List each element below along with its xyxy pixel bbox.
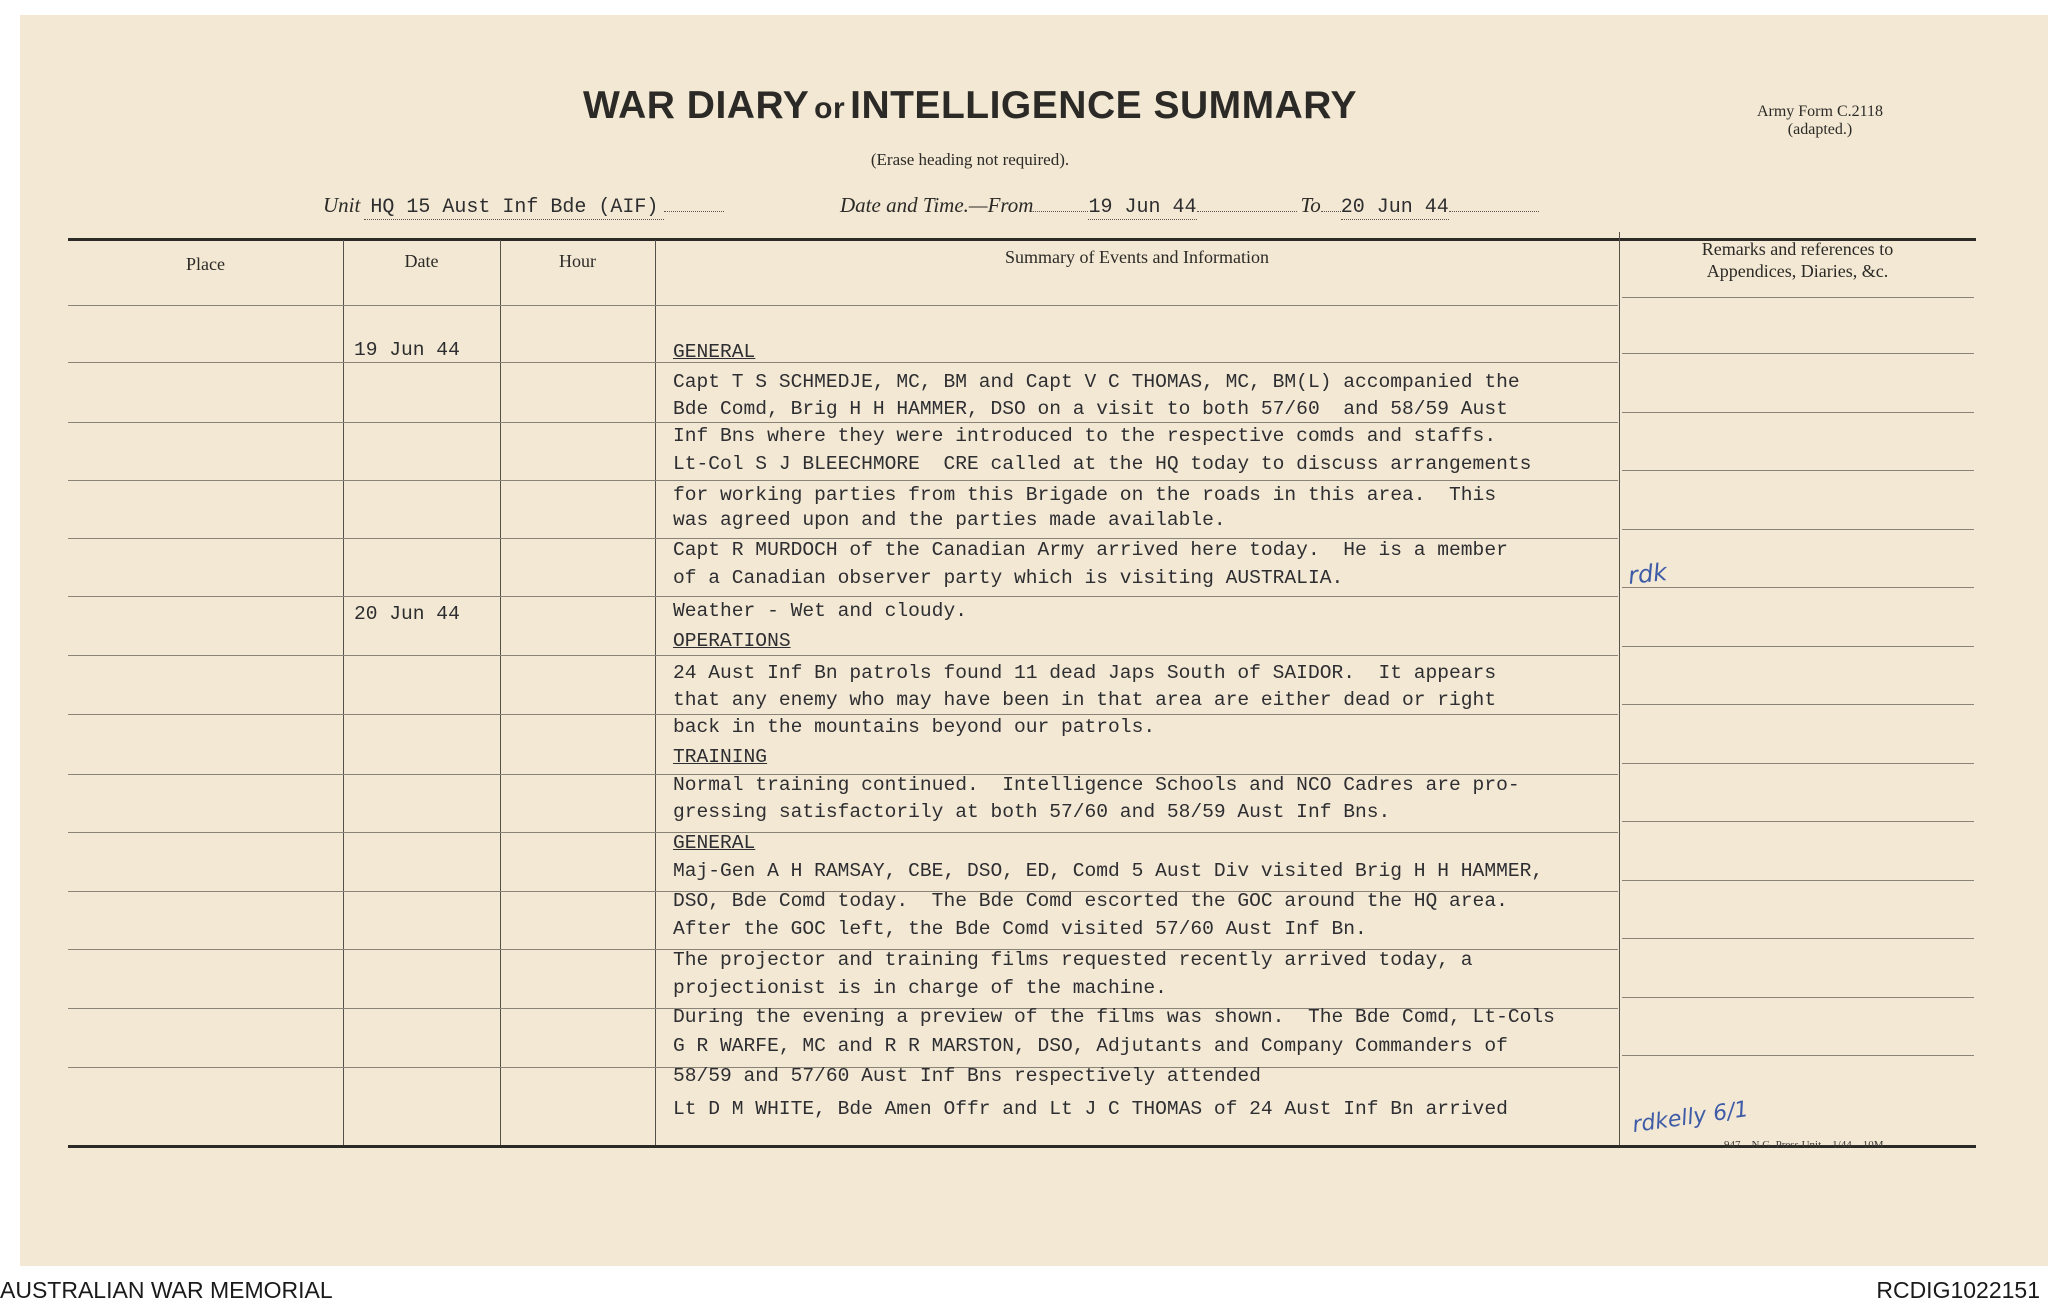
title-war-diary: WAR DIARY [582, 84, 810, 127]
remarks-header-line-1: Remarks and references to [1701, 239, 1894, 259]
rule [68, 596, 1618, 597]
rule [68, 422, 1618, 423]
footer-record-id: RCDIG1022151 [1876, 1277, 2040, 1303]
entry-line: for working parties from this Brigade on the roads in this area. This [673, 484, 1497, 506]
unit-value: HQ 15 Aust Inf Bde (AIF) [364, 196, 664, 220]
entry-line: Capt R MURDOCH of the Canadian Army arrived here today. He is a member [673, 539, 1508, 561]
rule [1622, 587, 1974, 588]
rule [1622, 763, 1974, 764]
col-header-summary: Summary of Events and Information [1005, 247, 1269, 267]
entry-line: Bde Comd, Brig H H HAMMER, DSO on a visit to both 57/60 and 58/59 Aust [673, 398, 1508, 420]
entry-line: Maj-Gen A H RAMSAY, CBE, DSO, ED, Comd 5 Aust Div visited Brig H H HAMMER, [673, 860, 1544, 882]
date-entry-1: 19 Jun 44 [354, 339, 460, 361]
entry-line: Inf Bns where they were introduced to the respective comds and staffs. [673, 425, 1497, 447]
title-intelligence-summary: INTELLIGENCE SUMMARY [850, 84, 1357, 127]
rule [1622, 646, 1974, 647]
entry-line: of a Canadian observer party which is visiting AUSTRALIA. [673, 567, 1344, 589]
rule [1622, 821, 1974, 822]
divider-date-hour [500, 240, 501, 1145]
entry-line: Normal training continued. Intelligence Schools and NCO Cadres are pro- [673, 774, 1520, 796]
rule [1622, 412, 1974, 413]
unit-label: Unit [323, 193, 361, 217]
form-ref-line-2: (adapted.) [1787, 121, 1853, 138]
entry-line: gressing satisfactorily at both 57/60 and 58/59 Aust Inf Bns. [673, 801, 1391, 823]
divider-place-date [343, 240, 344, 1145]
entry-line: 58/59 and 57/60 Aust Inf Bns respectively attended [673, 1065, 1261, 1087]
rule [68, 714, 1618, 715]
date-to-label: To [1300, 193, 1321, 217]
entry-line: Lt D M WHITE, Bde Amen Offr and Lt J C THOMAS of 24 Aust Inf Bn arrived [673, 1098, 1508, 1120]
entry-line: Lt-Col S J BLEECHMORE CRE called at the HQ today to discuss arrangements [673, 453, 1532, 475]
entry-heading-general: GENERAL [673, 832, 756, 854]
date-to-value: 20 Jun 44 [1340, 196, 1449, 219]
table-bottom-rule [68, 1145, 1976, 1148]
unit-field [323, 193, 724, 219]
rule [68, 655, 1618, 656]
entry-line: that any enemy who may have been in that area are either dead or right [673, 689, 1497, 711]
rule [1622, 529, 1974, 530]
handwritten-initials-2: rdkelly 6/1 [1630, 1096, 1751, 1139]
date-range-field [840, 193, 1539, 219]
footer-archive-name: AUSTRALIAN WAR MEMORIAL [0, 1277, 333, 1303]
rule [1622, 880, 1974, 881]
col-header-remarks [1619, 238, 1976, 282]
divider-hour-summary [655, 240, 656, 1145]
entry-line: back in the mountains beyond our patrols. [673, 716, 1156, 738]
col-header-hour: Hour [559, 251, 596, 271]
rule [1622, 353, 1974, 354]
rule [68, 305, 1618, 306]
entry-heading-operations: OPERATIONS [673, 630, 791, 652]
entry-line: G R WARFE, MC and R R MARSTON, DSO, Adjutants and Company Commanders of [673, 1035, 1508, 1057]
handwritten-initials-1: rdk [1626, 558, 1669, 590]
col-header-place: Place [186, 254, 225, 274]
form-ref-line-1: Army Form C.2118 [1756, 103, 1884, 120]
entry-line: projectionist is in charge of the machine. [673, 977, 1167, 999]
entry-line: During the evening a preview of the films was shown. The Bde Comd, Lt-Cols [673, 1006, 1555, 1028]
divider-summary-remarks [1619, 232, 1620, 1145]
press-mark: 947—N.G. Press Unit—1/44—10M [1724, 1139, 1884, 1151]
rule [68, 832, 1618, 833]
col-header-date: Date [404, 251, 439, 271]
form-subtitle: (Erase heading not required). [870, 150, 1070, 169]
rule [1622, 297, 1974, 298]
date-from-value: 19 Jun 44 [1088, 196, 1197, 219]
rule [1622, 1055, 1974, 1056]
rule [1622, 938, 1974, 939]
date-from-label: Date and Time.—From [840, 193, 1034, 217]
form-title [200, 84, 1740, 128]
entry-heading-general: GENERAL [673, 341, 756, 363]
title-or: or [814, 92, 846, 125]
rule [1622, 997, 1974, 998]
date-entry-2: 20 Jun 44 [354, 603, 460, 625]
entry-line: Weather - Wet and cloudy. [673, 600, 967, 622]
army-form-ref [1740, 103, 1900, 139]
entry-line: Capt T S SCHMEDJE, MC, BM and Capt V C THOMAS, MC, BM(L) accompanied the [673, 371, 1520, 393]
rule [1622, 470, 1974, 471]
entry-line: The projector and training films requested recently arrived today, a [673, 949, 1473, 971]
rule [68, 480, 1618, 481]
rule [1622, 704, 1974, 705]
entry-line: DSO, Bde Comd today. The Bde Comd escorted the GOC around the HQ area. [673, 890, 1508, 912]
remarks-header-line-2: Appendices, Diaries, &c. [1706, 261, 1889, 281]
entry-line: After the GOC left, the Bde Comd visited 57/60 Aust Inf Bn. [673, 918, 1367, 940]
entry-line: 24 Aust Inf Bn patrols found 11 dead Japs South of SAIDOR. It appears [673, 662, 1497, 684]
entry-line: was agreed upon and the parties made available. [673, 509, 1226, 531]
rule [68, 362, 1618, 363]
entry-heading-training: TRAINING [673, 746, 768, 768]
